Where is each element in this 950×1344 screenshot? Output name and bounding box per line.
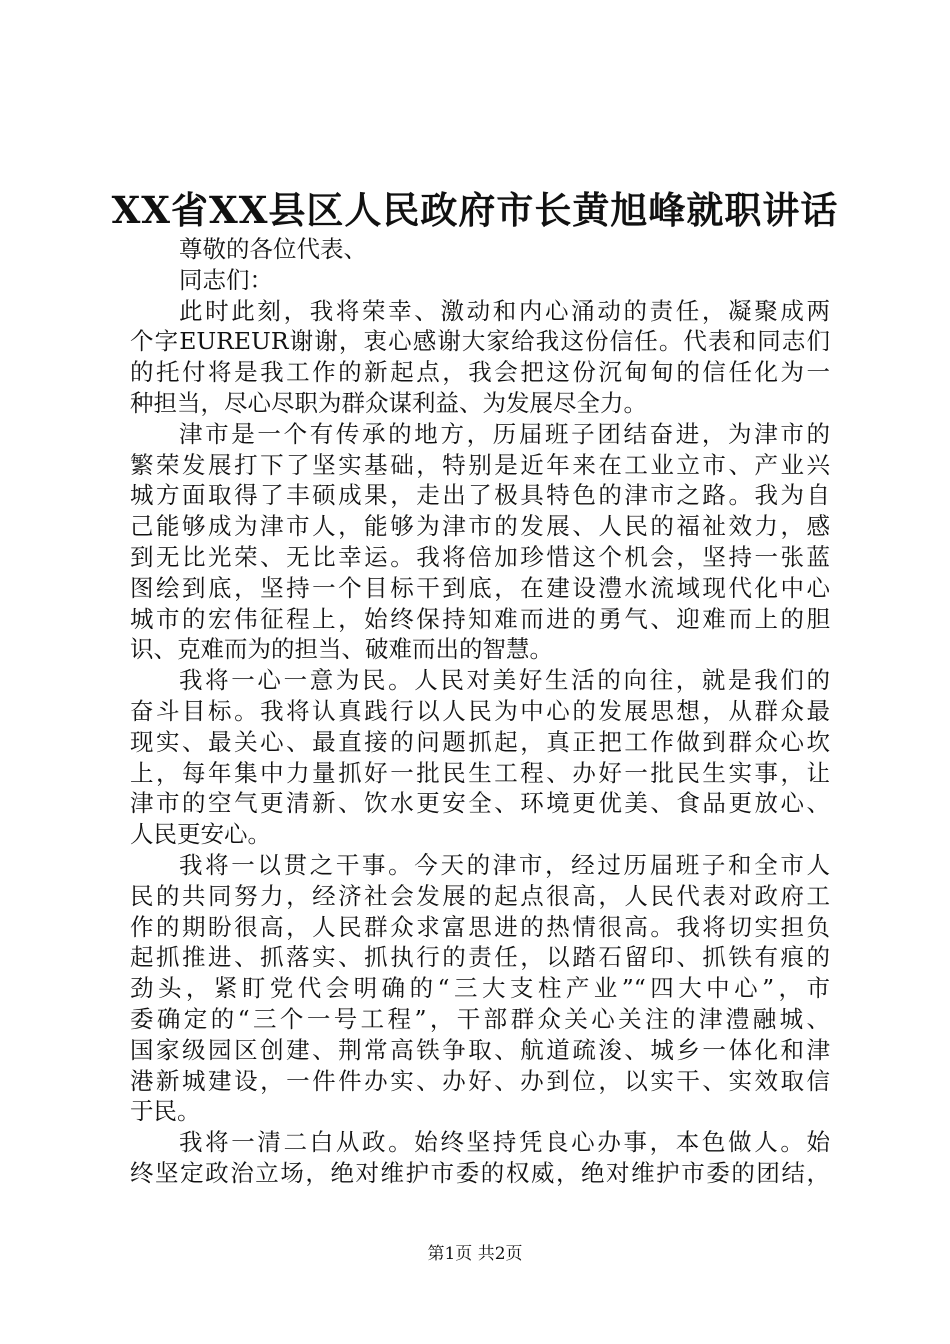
body-line: 个字EUREUR谢谢，衷心感谢大家给我这份信任。代表和同志们 bbox=[130, 327, 830, 356]
body-line: 我将一心一意为民。人民对美好生活的向往，就是我们的 bbox=[179, 666, 830, 695]
body-line: 劲头，紧盯党代会明确的“三大支柱产业”“四大中心”，市 bbox=[130, 974, 830, 1003]
body-line: 上，每年集中力量抓好一批民生工程、办好一批民生实事，让 bbox=[130, 758, 830, 787]
body-line: 起抓推进、抓落实、抓执行的责任，以踏石留印、抓铁有痕的 bbox=[130, 943, 830, 972]
body-line: 于民。 bbox=[130, 1097, 201, 1126]
body-line: 种担当，尽心尽职为群众谋利益、为发展尽全力。 bbox=[130, 388, 647, 417]
body-line: 委确定的“三个一号工程”，干部群众关心关注的津澧融城、 bbox=[130, 1004, 830, 1033]
body-line: 繁荣发展打下了坚实基础，特别是近年来在工业立市、产业兴 bbox=[130, 450, 830, 479]
body-line: 津市是一个有传承的地方，历届班子团结奋进，为津市的 bbox=[179, 419, 830, 448]
body-line: 识、克难而为的担当、破难而出的智慧。 bbox=[130, 635, 553, 664]
body-line: 民的共同努力，经济社会发展的起点很高，人民代表对政府工 bbox=[130, 881, 830, 910]
body-line: 终坚定政治立场，绝对维护市委的权威，绝对维护市委的团结， bbox=[130, 1158, 830, 1187]
page-number-footer: 第1页 共2页 bbox=[427, 1244, 523, 1264]
body-line: 城方面取得了丰硕成果，走出了极具特色的津市之路。我为自 bbox=[130, 481, 830, 510]
body-line: 我将一清二白从政。始终坚持凭良心办事，本色做人。始 bbox=[179, 1128, 830, 1157]
body-line: 图绘到底，坚持一个目标干到底，在建设澧水流域现代化中心 bbox=[130, 573, 830, 602]
document-body bbox=[130, 234, 830, 1189]
body-line: 城市的宏伟征程上，始终保持知难而进的勇气、迎难而上的胆 bbox=[130, 604, 830, 633]
body-line: 己能够成为津市人，能够为津市的发展、人民的福祉效力，感 bbox=[130, 512, 830, 541]
body-line: 作的期盼很高，人民群众求富思进的热情很高。我将切实担负 bbox=[130, 912, 830, 941]
body-line: 现实、最关心、最直接的问题抓起，真正把工作做到群众心坎 bbox=[130, 727, 830, 756]
salutation-line: 同志们： bbox=[179, 265, 273, 294]
body-line: 的托付将是我工作的新起点，我会把这份沉甸甸的信任化为一 bbox=[130, 358, 830, 387]
body-line: 港新城建设，一件件办实、办好、办到位，以实干、实效取信 bbox=[130, 1066, 830, 1095]
document-title: XX省XX县区人民政府市长黄旭峰就职讲话 bbox=[111, 188, 839, 232]
body-line: 我将一以贯之干事。今天的津市，经过历届班子和全市人 bbox=[179, 850, 830, 879]
body-line: 奋斗目标。我将认真践行以人民为中心的发展思想，从群众最 bbox=[130, 696, 830, 725]
body-line: 国家级园区创建、荆常高铁争取、航道疏浚、城乡一体化和津 bbox=[130, 1035, 830, 1064]
body-line: 此时此刻，我将荣幸、激动和内心涌动的责任，凝聚成两 bbox=[179, 296, 830, 325]
body-line: 津市的空气更清新、饮水更安全、环境更优美、食品更放心、 bbox=[130, 789, 830, 818]
body-line: 到无比光荣、无比幸运。我将倍加珍惜这个机会，坚持一张蓝 bbox=[130, 542, 830, 571]
body-line: 人民更安心。 bbox=[130, 820, 271, 849]
salutation-line: 尊敬的各位代表、 bbox=[179, 235, 367, 263]
